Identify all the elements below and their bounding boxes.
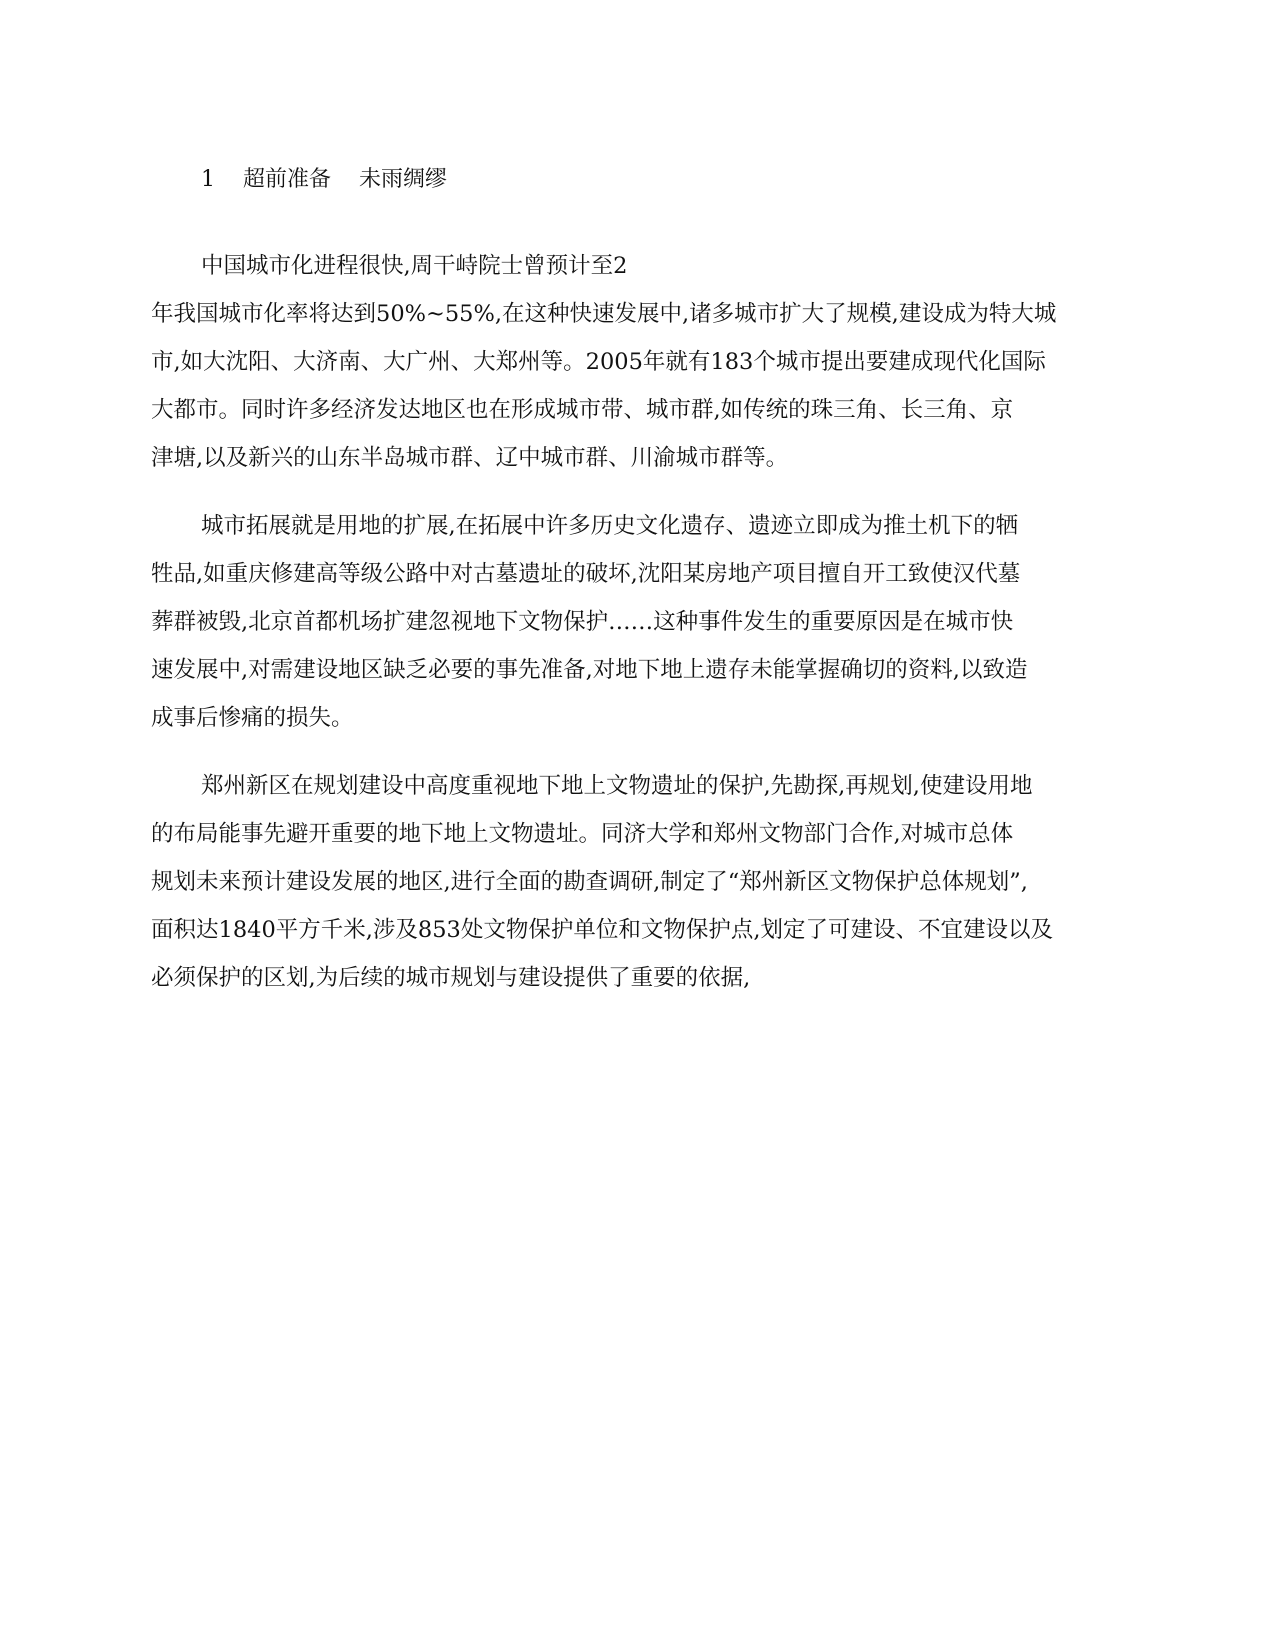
text-line: 速发展中,对需建设地区缺乏必要的事先准备,对地下地上遗存未能掌握确切的资料,以致造	[151, 657, 1028, 683]
text-line: 市,如大沈阳、大济南、大广州、大郑州等。2005年就有183个城市提出要建成现代化国际	[151, 349, 1046, 375]
document-body	[151, 156, 1131, 1022]
paragraph-expansion	[151, 502, 1131, 742]
text-line: 成事后惨痛的损失。	[151, 705, 354, 731]
text-line: 年我国城市化率将达到50%~55%,在这种快速发展中,诸多城市扩大了规模,建设成为特大城	[151, 301, 1057, 327]
text-line: 的布局能事先避开重要的地下地上文物遗址。同济大学和郑州文物部门合作,对城市总体	[151, 821, 1014, 847]
paragraph-urbanization	[151, 242, 1131, 482]
text-line: 城市拓展就是用地的扩展,在拓展中许多历史文化遗存、遗迹立即成为推土机下的牺	[201, 513, 1019, 539]
text-line: 牲品,如重庆修建高等级公路中对古墓遗址的破坏,沈阳某房地产项目擅自开工致使汉代墓	[151, 561, 1021, 587]
paragraph-zhengzhou	[151, 762, 1131, 1002]
section-heading: 1 超前准备 未雨绸缪	[201, 167, 447, 192]
text-line: 面积达1840平方千米,涉及853处文物保护单位和文物保护点,划定了可建设、不宜建设以及	[151, 917, 1054, 943]
text-line: 葬群被毁,北京首都机场扩建忽视地下文物保护……这种事件发生的重要原因是在城市快	[151, 609, 1014, 635]
text-line: 大都市。同时许多经济发达地区也在形成城市带、城市群,如传统的珠三角、长三角、京	[151, 397, 1014, 423]
text-line: 郑州新区在规划建设中高度重视地下地上文物遗址的保护,先勘探,再规划,使建设用地	[201, 773, 1033, 799]
text-line: 必须保护的区划,为后续的城市规划与建设提供了重要的依据,	[151, 965, 751, 991]
text-line: 津塘,以及新兴的山东半岛城市群、辽中城市群、川渝城市群等。	[151, 445, 789, 471]
text-line: 中国城市化进程很快,周干峙院士曾预计至2	[201, 253, 628, 279]
text-line: 规划未来预计建设发展的地区,进行全面的勘查调研,制定了“郑州新区文物保护总体规划”,	[151, 869, 1028, 895]
